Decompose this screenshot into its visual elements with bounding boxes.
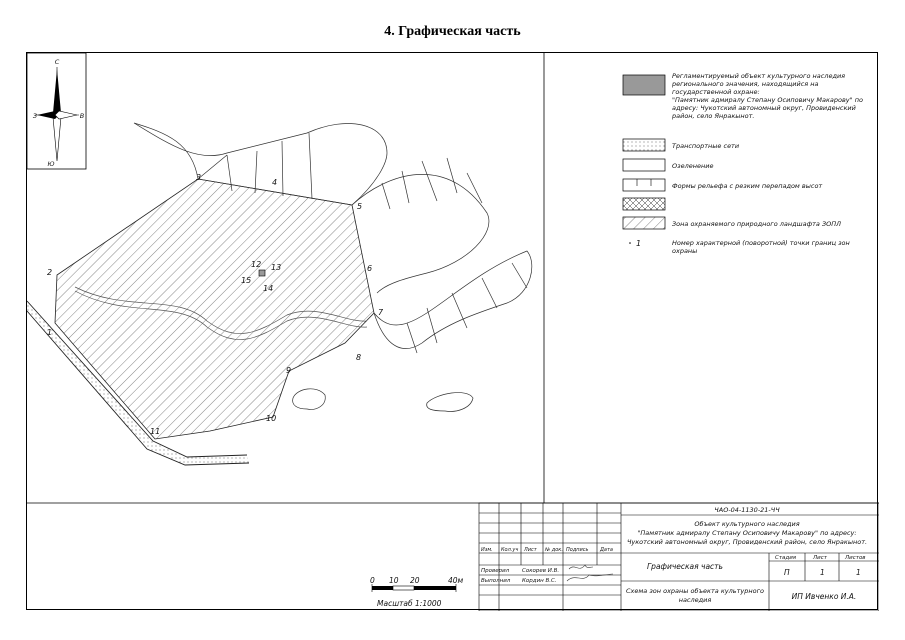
point-label: 8 [356,353,362,362]
scale-bar [370,576,464,608]
drawing-canvas [27,53,879,611]
point-label: 10 [266,414,277,423]
legend-point-2: охраны [672,247,698,255]
point-label: 15 [241,276,252,285]
legend-heritage-4: "Памятник адмиралу Степану Осиповичу Макарову" по [672,96,863,104]
scale-tick-10: 10 [389,576,399,585]
legend-heritage-3: государственной охране: [672,88,760,96]
stamp-object-2: "Памятник адмиралу Степану Осиповичу Макарову" по адресу: [637,529,857,537]
section-title: Графическая часть [647,562,723,571]
legend-transport: Транспортные сети [672,142,740,150]
stage-label: Стадия [775,555,797,561]
point-label: 14 [263,284,274,293]
compass-north: С [54,58,60,66]
legend-swatch-transport [623,139,665,151]
col-koluch: Кол.уч [501,547,519,553]
legend [623,72,863,255]
compass-west: З [32,112,38,120]
compass-south: Ю [47,160,55,168]
legend-swatch-crosshatch [623,198,665,210]
legend-heritage-2: регионального значения, находящийся на [672,80,819,88]
point-label: 6 [367,264,373,273]
scheme-1: Схема зон охраны объекта культурного [626,587,764,595]
title-block-text [481,506,867,604]
sheets-label: Листов [845,555,866,561]
point-label: 3 [196,173,202,182]
col-sign: Подпись [566,547,589,553]
col-date: Дата [600,547,613,553]
legend-swatch-zone [623,217,665,229]
legend-heritage-6: район, село Янракынот. [672,112,755,120]
compass-rose [27,53,86,169]
legend-relief: Формы рельефа с резким перепадом высот [672,182,823,190]
legend-swatch-greening [623,159,665,171]
drawing-sheet [26,52,878,610]
compass-east: В [79,112,85,120]
legend-greening: Озеленение [672,162,714,170]
scheme-2: наследия [678,596,712,604]
stage-value: П [784,568,790,577]
point-label: 7 [378,308,384,317]
page-title: 4. Графическая часть [384,24,521,39]
stamp-object-3: Чукотский автономный округ, Провиденский район, село Янракынот. [626,538,868,546]
legend-point-symbol: 1 [636,239,642,248]
scale-tick-40: 40м [448,576,464,585]
protected-landscape-zone [55,179,374,439]
legend-zone: Зона охраняемого природного ландшафта ЗОПЛ [672,220,842,228]
checked-name: Сокорев И.В. [522,568,560,574]
signature-1 [569,565,593,569]
stamp-code: ЧАО-04-1130-21-ЧЧ [714,506,780,514]
point-label: 1 [47,328,53,337]
point-label: 12 [251,260,262,269]
legend-heritage-1: Регламентируемый объект культурного наследия [672,72,846,80]
point-label: 13 [271,263,282,272]
legend-swatch-relief [623,179,665,191]
col-izm: Изм. [481,547,493,553]
sheet-label: Лист [813,555,827,561]
point-label: 4 [272,178,278,187]
stamp-object-1: Объект культурного наследия [694,520,800,528]
point-label: 11 [150,427,161,436]
point-label: 5 [357,202,363,211]
site-map [27,123,532,465]
author: ИП Ивченко И.А. [791,592,857,601]
made-name: Кордин В.С. [522,578,557,584]
scale-tick-20: 20 [410,576,420,585]
made-label: Выполнил [481,578,511,584]
point-label: 9 [286,366,292,375]
sheet-value: 1 [820,568,825,577]
legend-point-1: Номер характерной (поворотной) точки границ зон [672,239,850,247]
checked-label: Проверил [481,568,510,574]
scale-tick-0: 0 [370,576,375,585]
scale-label: Масштаб 1:1000 [377,599,442,608]
point-label: 2 [47,268,53,277]
sheets-value: 1 [856,568,861,577]
col-list: Лист [524,547,537,553]
legend-heritage-5: адресу: Чукотский автономный округ, Провиденский [672,104,856,112]
col-doc: № док. [545,547,563,553]
legend-swatch-heritage [623,75,665,95]
